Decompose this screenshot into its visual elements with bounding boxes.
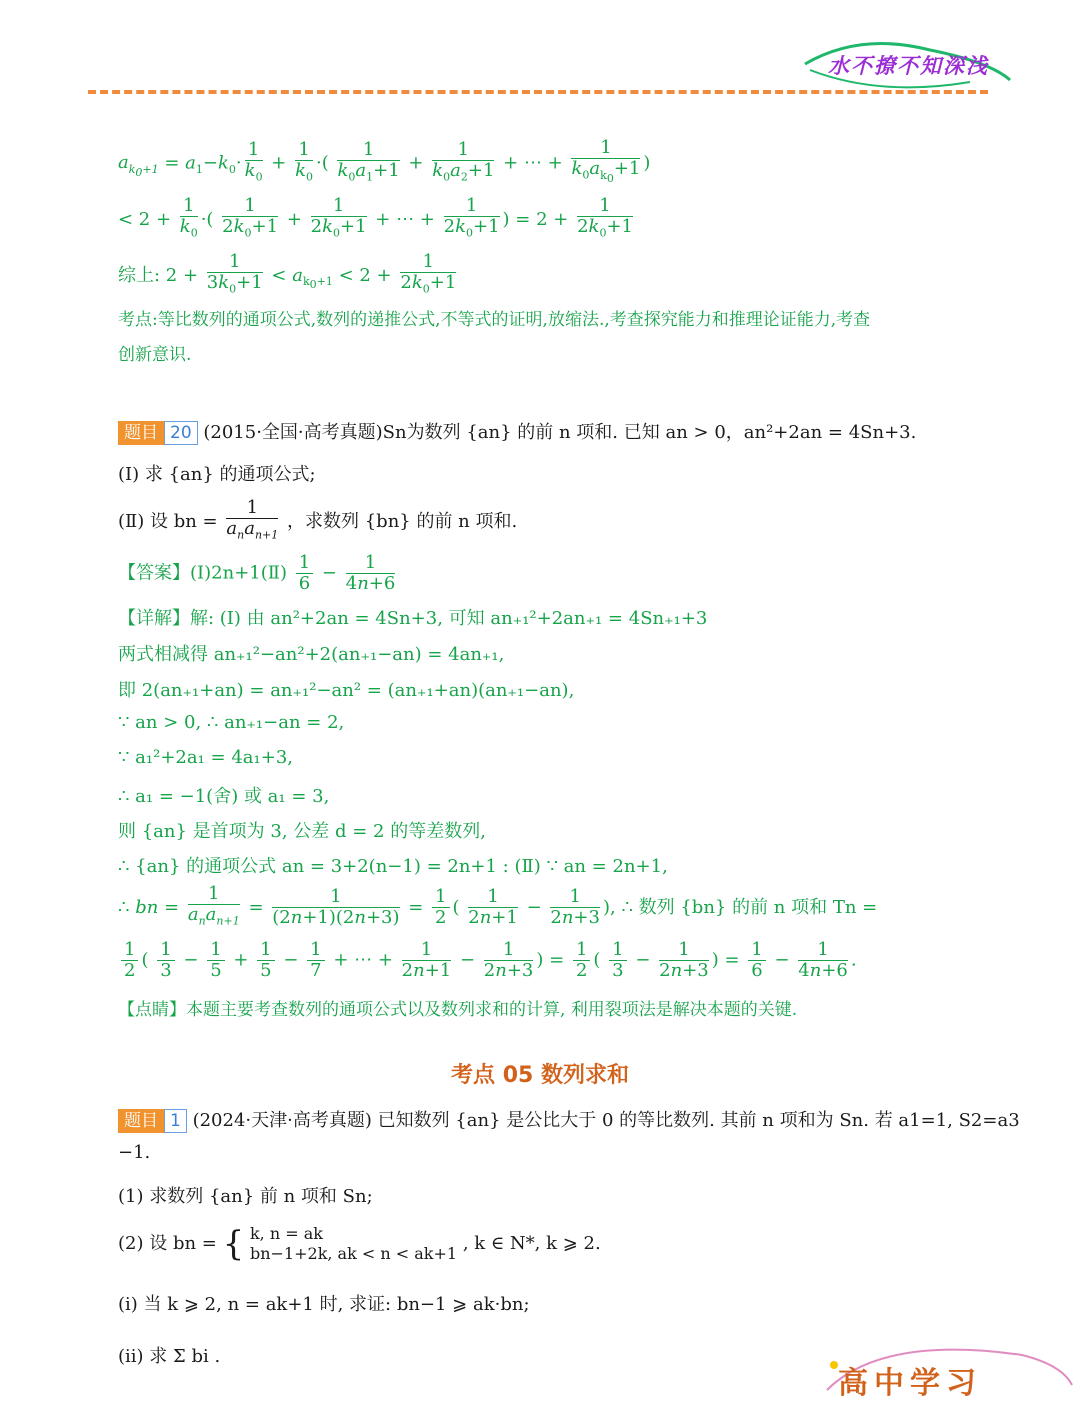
q1-stem-row <box>118 1106 1020 1132</box>
q20-stem-row <box>118 418 916 444</box>
q1-badge: 题目 1 <box>118 1106 187 1131</box>
q20-answer: 【答案】(Ⅰ)2n+1(Ⅱ) $\frac{1}{6}$ − $\frac{1}{4n+6}$ <box>118 552 396 594</box>
q20-detail-line-4: ∵ an > 0, ∴ an₊₁−an = 2, <box>118 712 345 733</box>
q20-detail-line-7: 则 {an} 是首项为 3, 公差 d = 2 的等差数列, <box>118 821 486 842</box>
detail-label: 【详解】 <box>118 608 190 629</box>
q20-comment: 【点睛】本题主要考查数列的通项公式以及数列求和的计算, 利用裂项法是解决本题的关键. <box>118 1000 798 1020</box>
q1-part2: (2) 设 bn = { k, n = ak bn−1+2k, ak < n < ak+1 , k ∈ N*, k ⩾ 2. <box>118 1224 601 1264</box>
math-line-3: 综上: 2 + $\frac{1}{3k_0+1}$ < $a_{k_0+1} < 2$ + $\frac{1}{2k_0+1}$ <box>118 251 457 296</box>
q20-detail-line-5: ∵ a₁²+2a₁ = 4a₁+3, <box>118 747 293 768</box>
math-line-1: $a_{k_0+1} = a_1-k_0\cdot$ $\frac{1}{k_0}$ + $\frac{1}{k_0}$ ·( $\frac{1}{k_0a_1+1}$ + $\frac{1}{k_0a_2+1}$ + ⋯ + $\frac{1}{k_0a_{k_0}+1}$ ) <box>118 137 651 185</box>
q20-detail-line-8: ∴ {an} 的通项公式 an = 3+2(n−1) = 2n+1 : (Ⅱ) ∵ an = 2n+1, <box>118 856 668 877</box>
q1-case-1: k, n = ak <box>249 1224 323 1243</box>
q1-stem: (2024·天津·高考真题) 已知数列 {an} 是公比大于 0 的等比数列. 其前 n 项和为 Sn. 若 a1=1, S2=a3 <box>192 1110 1020 1131</box>
q20-bn-line: ∴ bn = $\frac{1}{a_na_{n+1}}$ = $\frac{1}{(2n+1)(2n+3)}$ = $\frac{1}{2}$ ( $\frac{1}{2n+1}$ − $\frac{1}{2n+3}$ ), ∴ 数列 {bn} 的前 n 项和 Tn = <box>118 883 878 929</box>
q20-detail-line-2: 两式相减得 an₊₁²−an²+2(an₊₁−an) = 4an₊₁, <box>118 644 505 665</box>
q20-part1: (Ⅰ) 求 {an} 的通项公式; <box>118 464 316 485</box>
q20-badge: 题目 20 <box>118 418 198 443</box>
q20-part2: (Ⅱ) 设 bn = $\frac{1}{a_na_{n+1}}$ ，求数列 {bn} 的前 n 项和. <box>118 497 518 542</box>
summary-label: 综上: <box>118 264 161 286</box>
section-title: 考点 05 数列求和 <box>451 1063 629 1088</box>
q1-part1: (1) 求数列 {an} 前 n 项和 Sn; <box>118 1186 373 1207</box>
q20-detail-line-3: 即 2(an₊₁+an) = an₊₁²−an² = (an₊₁+an)(an₊₁−an), <box>118 680 575 701</box>
knowledge-point-line: 考点:等比数列的通项公式,数列的递推公式,不等式的证明,放缩法.,考查探究能力和推理论证能力,考查 <box>118 310 871 330</box>
q20-detail-line-6: ∴ a₁ = −1(舍) 或 a₁ = 3, <box>118 786 330 807</box>
q20-stem: (2015·全国·高考真题)Sn为数列 {an} 的前 n 项和. 已知 an > 0，an²+2an = 4Sn+3. <box>203 422 917 443</box>
math-line-2: < 2 + $\frac{1}{k_0}$ ·( $\frac{1}{2k_0+1}$ + $\frac{1}{2k_0+1}$ + ⋯ + $\frac{1}{2k_0+1}$ ) = 2 + $\frac{1}{2k_0+1}$ <box>118 195 633 240</box>
footer-logo: 高中学习 <box>838 1366 982 1401</box>
q1-case-2: bn−1+2k, ak < n < ak+1 <box>249 1244 458 1263</box>
comment-label: 【点睛】 <box>118 1000 186 1020</box>
q20-tn-line: $\frac{1}{2}$ ( $\frac{1}{3}$ − $\frac{1}{5}$ + $\frac{1}{5}$ − $\frac{1}{7}$ + ⋯ + $\frac{1}{2n+1}$ − $\frac{1}{2n+3}$ ) = $\frac{1}{2}$ ( $\frac{1}{3}$ − $\frac{1}{2n+3}$ ) = $\frac{1}{6}$ − $\frac{1}{4n+6}$ . <box>118 940 857 981</box>
answer-label: 【答案】 <box>118 562 190 584</box>
knowledge-point-line-2: 创新意识. <box>118 345 192 365</box>
q20-detail-line-1: 【详解】解: (I) 由 an²+2an = 4Sn+3, 可知 an₊₁²+2an₊₁ = 4Sn₊₁+3 <box>118 608 708 629</box>
q1-stem-cont: −1. <box>118 1142 151 1163</box>
header-motto: 水不撩不知深浅 <box>828 54 989 78</box>
q1-part4: (ⅱ) 求 Σ bi . <box>118 1346 221 1367</box>
q1-part3: (ⅰ) 当 k ⩾ 2, n = ak+1 时, 求证: bn−1 ⩾ ak·bn; <box>118 1294 530 1315</box>
